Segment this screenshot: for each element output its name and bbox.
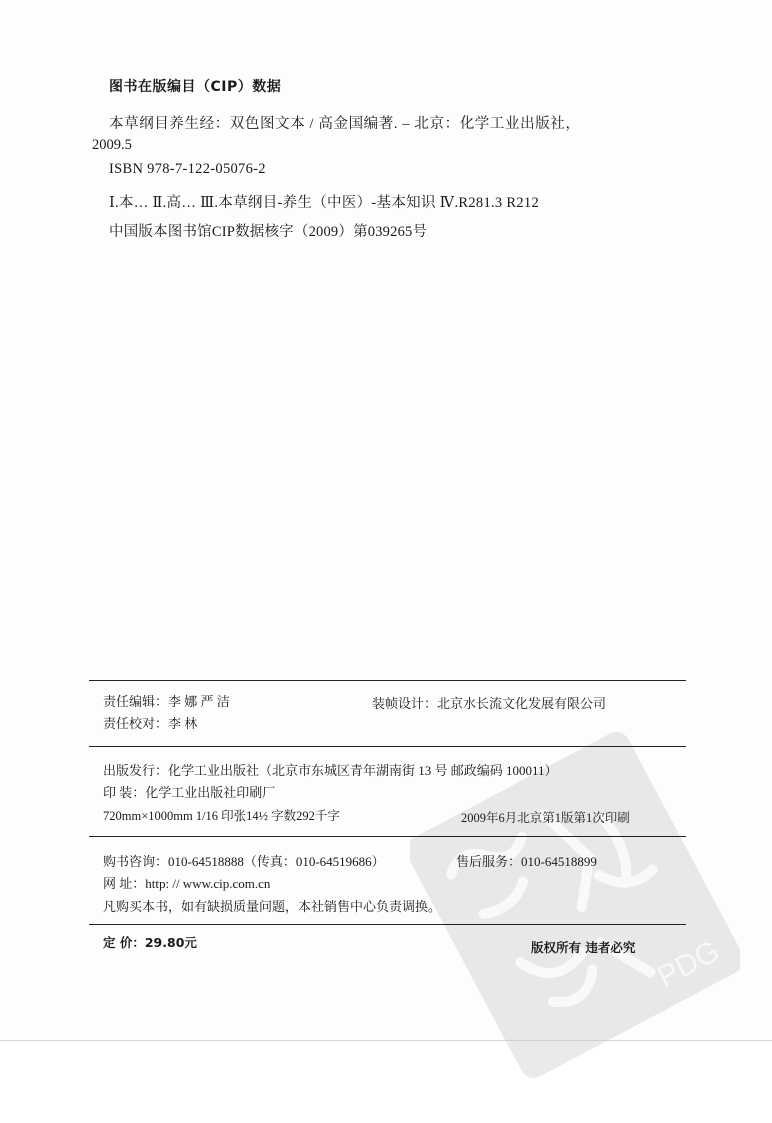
cip-heading: 图书在版编目（CIP）数据 xyxy=(109,79,282,95)
cip-isbn: ISBN 978-7-122-05076-2 xyxy=(109,161,266,177)
cip-classification: Ⅰ.本… Ⅱ.高… Ⅲ.本草纲目-养生（中医）-基本知识 Ⅳ.R281.3 R212 xyxy=(109,195,540,211)
divider-top xyxy=(89,680,686,681)
service-phone: 售后服务：010-64518899 xyxy=(456,854,597,869)
website: 网 址：http: // www.cip.com.cn xyxy=(103,876,271,891)
proofreader: 责任校对：李 林 xyxy=(103,716,198,731)
responsible-editor: 责任编辑：李 娜 严 洁 xyxy=(103,694,230,709)
watermark-seal xyxy=(410,730,740,1080)
return-notice: 凡购买本书，如有缺损质量问题，本社销售中心负责调换。 xyxy=(103,899,442,914)
cip-record-number: 中国版本图书馆CIP数据核字（2009）第039265号 xyxy=(109,224,428,240)
cover-designer: 装帧设计：北京水长流文化发展有限公司 xyxy=(372,696,607,711)
printer: 印 装：化学工业出版社印刷厂 xyxy=(103,785,276,800)
book-format: 720mm×1000mm 1/16 印张14½ 字数292千字 xyxy=(103,809,340,823)
publisher: 出版发行：化学工业出版社（北京市东城区青年湖南街 13 号 邮政编码 100011） xyxy=(103,763,558,778)
watermark-text: PDG xyxy=(652,934,725,994)
cip-year-line: 2009.5 xyxy=(92,137,132,153)
price: 定 价：29.80元 xyxy=(103,935,197,950)
divider-2 xyxy=(89,746,686,747)
order-phone: 购书咨询：010-64518888（传真：010-64519686） xyxy=(103,854,385,869)
divider-4 xyxy=(89,924,686,925)
edition-info: 2009年6月北京第1版第1次印刷 xyxy=(461,811,630,825)
cip-title-line: 本草纲目养生经：双色图文本 / 高金国编著. – 北京：化学工业出版社， xyxy=(109,116,581,132)
rights-notice: 版权所有 违者必究 xyxy=(531,940,636,955)
divider-3 xyxy=(89,836,686,837)
